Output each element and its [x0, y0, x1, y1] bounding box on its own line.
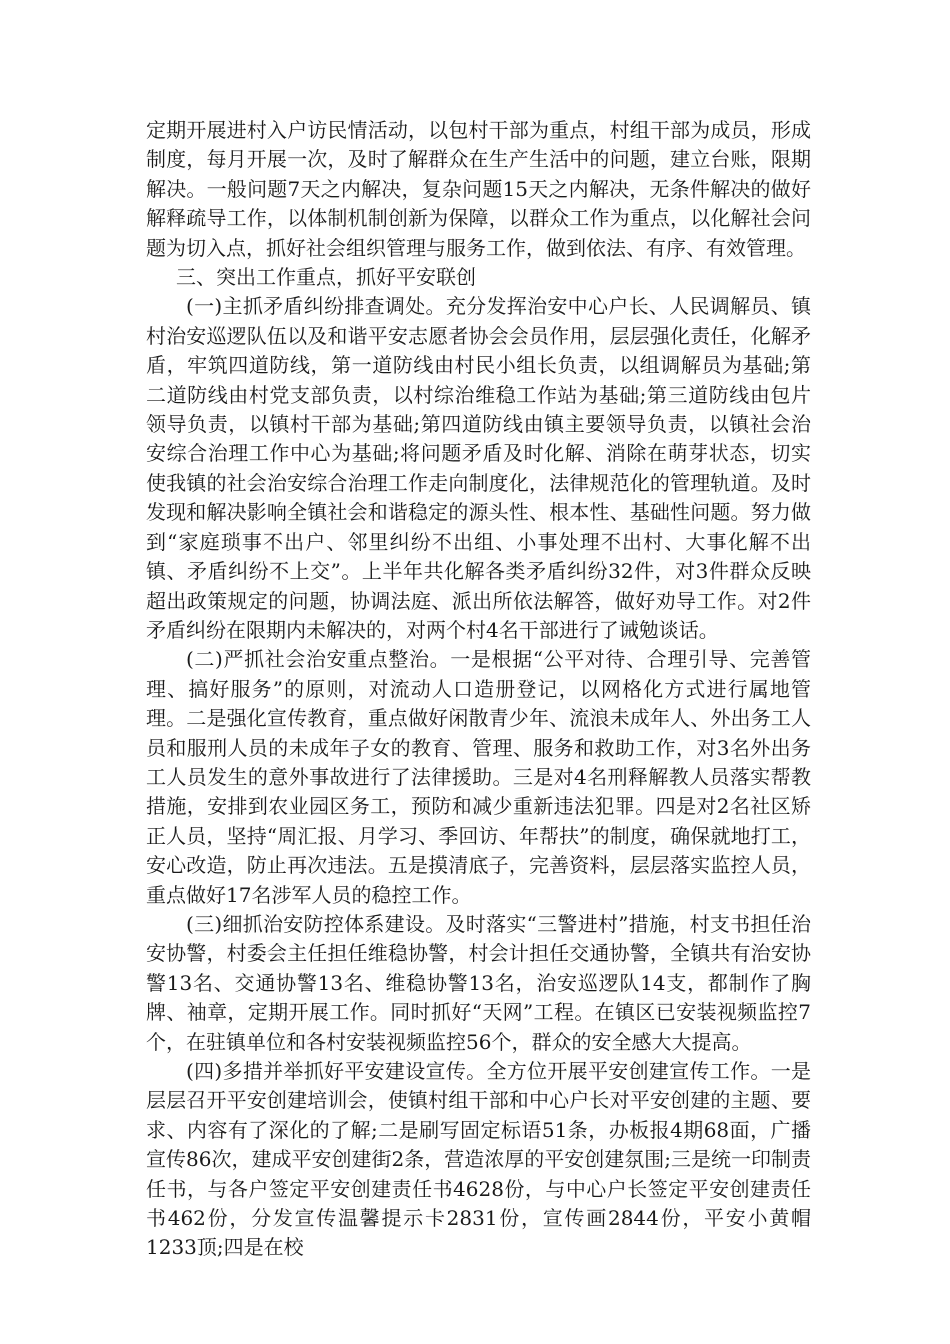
section-heading-3: 三、突出工作重点，抓好平安联创 — [176, 265, 476, 290]
document-page — [146, 116, 811, 1263]
paragraph-public-security: (二)严抓社会治安重点整治。一是根据“公平对待、合理引导、完善管理、搞好服务”的原则，对流动人口造册登记，以网格化方式进行属地管理。二是强化宣传教育，重点做好闲散青少年、流浪未成年人、外出务工人员和服刑人员的未成年子女的教育、管理、服务和救助工作，对3名外出务工人员发生的意外事故进行了法律援助。三是对4名刑释解教人员落实帮教措施，安排到农业园区务工，预防和减少重新违法犯罪。四是对2名社区矫正人员，坚持“周汇报、月学习、季回访、年帮扶”的制度，确保就地打工，安心改造，防止再次违法。五是摸清底子，完善资料，层层落实监控人员，重点做好17名涉军人员的稳控工作。 — [146, 647, 811, 907]
paragraph-intro-continued: 定期开展进村入户访民情活动，以包村干部为重点，村组干部为成员，形成制度，每月开展一次，及时了解群众在生产生活中的问题，建立台账，限期解决。一般问题7天之内解决，复杂问题15天之内解决，无条件解决的做好解释疏导工作，以体制机制创新为保障，以群众工作为重点，以化解社会问题为切入点，抓好社会组织管理与服务工作，做到依法、有序、有效管理。 — [146, 118, 811, 260]
paragraph-dispute-mediation: (一)主抓矛盾纠纷排查调处。充分发挥治安中心户长、人民调解员、镇村治安巡逻队伍以及和谐平安志愿者协会会员作用，层层强化责任，化解矛盾，牢筑四道防线，第一道防线由村民小组长负责，以组调解员为基础;第二道防线由村党支部负责，以村综治维稳工作站为基础;第三道防线由包片领导负责，以镇村干部为基础;第四道防线由镇主要领导负责，以镇社会治安综合治理工作中心为基础;将问题矛盾及时化解、消除在萌芽状态，切实使我镇的社会治安综合治理工作走向制度化，法律规范化的管理轨道。及时发现和解决影响全镇社会和谐稳定的源头性、根本性、基础性问题。努力做到“家庭琐事不出户、邻里纠纷不出组、小事处理不出村、大事化解不出镇、矛盾纠纷不上交”。上半年共化解各类矛盾纠纷32件，对3件群众反映超出政策规定的问题，协调法庭、派出所依法解答，做好劝导工作。对2件矛盾纠纷在限期内未解决的，对两个村4名干部进行了诫勉谈话。 — [146, 294, 811, 642]
paragraph-publicity: (四)多措并举抓好平安建设宣传。全方位开展平安创建宣传工作。一是层层召开平安创建培训会，使镇村组干部和中心户长对平安创建的主题、要求、内容有了深化的了解;二是刷写固定标语51条，办板报4期68面，广播宣传86次，建成平安创建街2条，营造浓厚的平安创建氛围;三是统一印制责任书，与各户签定平安创建责任书4628份，与中心户长签定平安创建责任书462份，分发宣传温馨提示卡2831份，宣传画2844份，平安小黄帽1233顶;四是在校 — [146, 1059, 811, 1260]
paragraph-prevention-system: (三)细抓治安防控体系建设。及时落实“三警进村”措施，村支书担任治安协警，村委会主任担任维稳协警，村会计担任交通协警，全镇共有治安协警13名、交通协警13名、维稳协警13名，治安巡逻队14支，都制作了胸牌、袖章，定期开展工作。同时抓好“天网”工程。在镇区已安装视频监控7个，在驻镇单位和各村安装视频监控56个，群众的安全感大大提高。 — [146, 911, 811, 1054]
